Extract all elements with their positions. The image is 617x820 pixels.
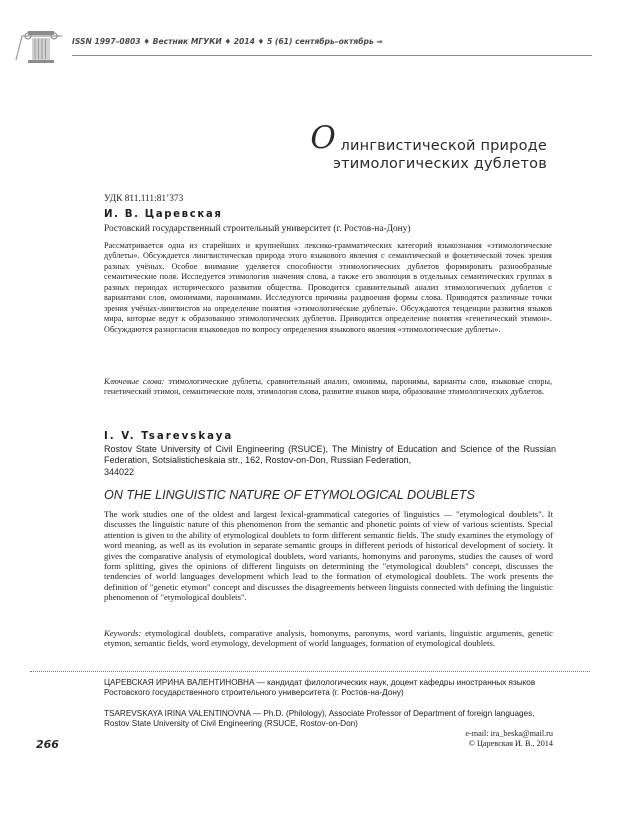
journal-column-logo-icon <box>14 27 64 65</box>
author-affiliation-ru: Ростовский государственный строительный университет (г. Ростов-на-Дону) <box>104 224 411 234</box>
author-name-ru: И. В. Царевская <box>104 209 223 220</box>
author-affiliation-en <box>104 444 556 478</box>
keywords-ru <box>104 377 552 398</box>
copyright: © Царевская И. В., 2014 <box>468 739 553 748</box>
keywords-ru-text: этимологические дублеты, сравнительный анализ, омонимы, паронимы, варианты слов, языковые споры, генетический этимон, семантические поля, этимология слова, развитие языков мира, образование этимологических дублетов. <box>104 377 552 397</box>
article-title-en: ON THE LINGUISTIC NATURE OF ETYMOLOGICAL DOUBLETS <box>104 488 475 502</box>
udk-code: УДК 811.111:81’373 <box>104 194 184 204</box>
affiliation-en-zip: 344022 <box>104 466 135 477</box>
affiliation-en-text: Rostov State University of Civil Engineering (RSUCE), The Ministry of Education and Science of the Russian Federation, Sotsialisticheskaia str., 162, Rostov-on-Don, Russian Federation, <box>104 444 556 466</box>
keywords-en <box>104 628 553 649</box>
abstract-en: The work studies one of the oldest and largest lexical-grammatical categories of linguistics — "etymological doublets". It discusses the linguistic nature of this phenomenon from the semantic and phonetic points of view of various scientists. Special attention is given to the ability of etymological doublets to form different semantic fields. The study examines the etymology of word meaning, as well as its evolution in separate semantic groups in different periods of historical development of society. It gives the comparative analysis of etymological doublets, word variants, homonyms and paronyms, studies the causes of word form splitting, gives the opinions of different linguists on determining the "etymological doublets" concept, discusses the tendencies of world languages development which lead to the formation of etymological doublets. The work presents the definition of "genetic etymon" concept and discusses the disagreements between linguists connected with defining the linguistic phenomenon of "etymological doublets". <box>104 509 553 603</box>
footnote-author-en: TSAREVSKAYA IRINA VALENTINOVNA — Ph.D. (Philology), Associate Professor of Department of foreign languages, Rostov State University of Civil Engineering (RSUCE, Rostov-on-Don) <box>104 709 535 729</box>
keywords-en-text: etymological doublets, comparative analysis, homonyms, paronyms, word variants, linguistic arguments, genetic etymon, semantic fields, word etymology, development of world languages, formation of etymological doublets. <box>104 628 553 649</box>
footnote-separator <box>30 671 590 672</box>
title-line-1: лингвистической природе <box>335 138 547 154</box>
journal-header-line: ISSN 1997–0803 ♦ Вестник МГУКИ ♦ 2014 ♦ 5 (61) сентябрь–октябрь ⇒ <box>72 37 383 46</box>
title-line-2: этимологических дублетов <box>332 156 547 172</box>
keywords-ru-label: Ключевые слова: <box>104 377 165 386</box>
article-title-ru <box>310 120 547 172</box>
author-email: e-mail: ira_beska@mail.ru <box>465 729 553 738</box>
header-rule <box>72 55 592 56</box>
footnote-author-ru: ЦАРЕВСКАЯ ИРИНА ВАЛЕНТИНОВНА — кандидат филологических наук, доцент кафедры иностранных языков Ростовского государственного строительного университета (г. Ростов-на-Дону) <box>104 678 536 698</box>
author-name-en: I. V. Tsarevskaya <box>104 431 234 442</box>
keywords-en-label: Keywords: <box>104 628 142 638</box>
title-drop-cap: О <box>310 120 336 156</box>
abstract-ru: Рассматривается одна из старейших и крупнейших лексико-грамматических категорий языкознания «этимологические дублеты». Обсуждается лингвистическая природа этого языкового явления с семантической и фонетической точек зрения разных учёных. Особое внимание уделяется способности этимологических дублетов формировать разнообразные семантические поля. Исследуется этимология значения слова, а также его эволюция в отдельных семантических группах в разных периодах исторического развития общества. Проводится сравнительный анализ этимологических дублетов с вариантами слов, омонимами, паронимами. Исследуются причины раздвоения формы слова. Приводятся различные точки зрения учёных-лингвистов на определение понятия «этимологические дублеты». Обсуждаются тенденции развития языков мира, которые ведут к образованию этимологических дублетов. Приводится определение понятия «генетический этимон». Обсуждаются разногласия языковедов по вопросу определения языкового явления «этимологические дублеты». <box>104 241 552 334</box>
page-number: 266 <box>36 738 59 751</box>
